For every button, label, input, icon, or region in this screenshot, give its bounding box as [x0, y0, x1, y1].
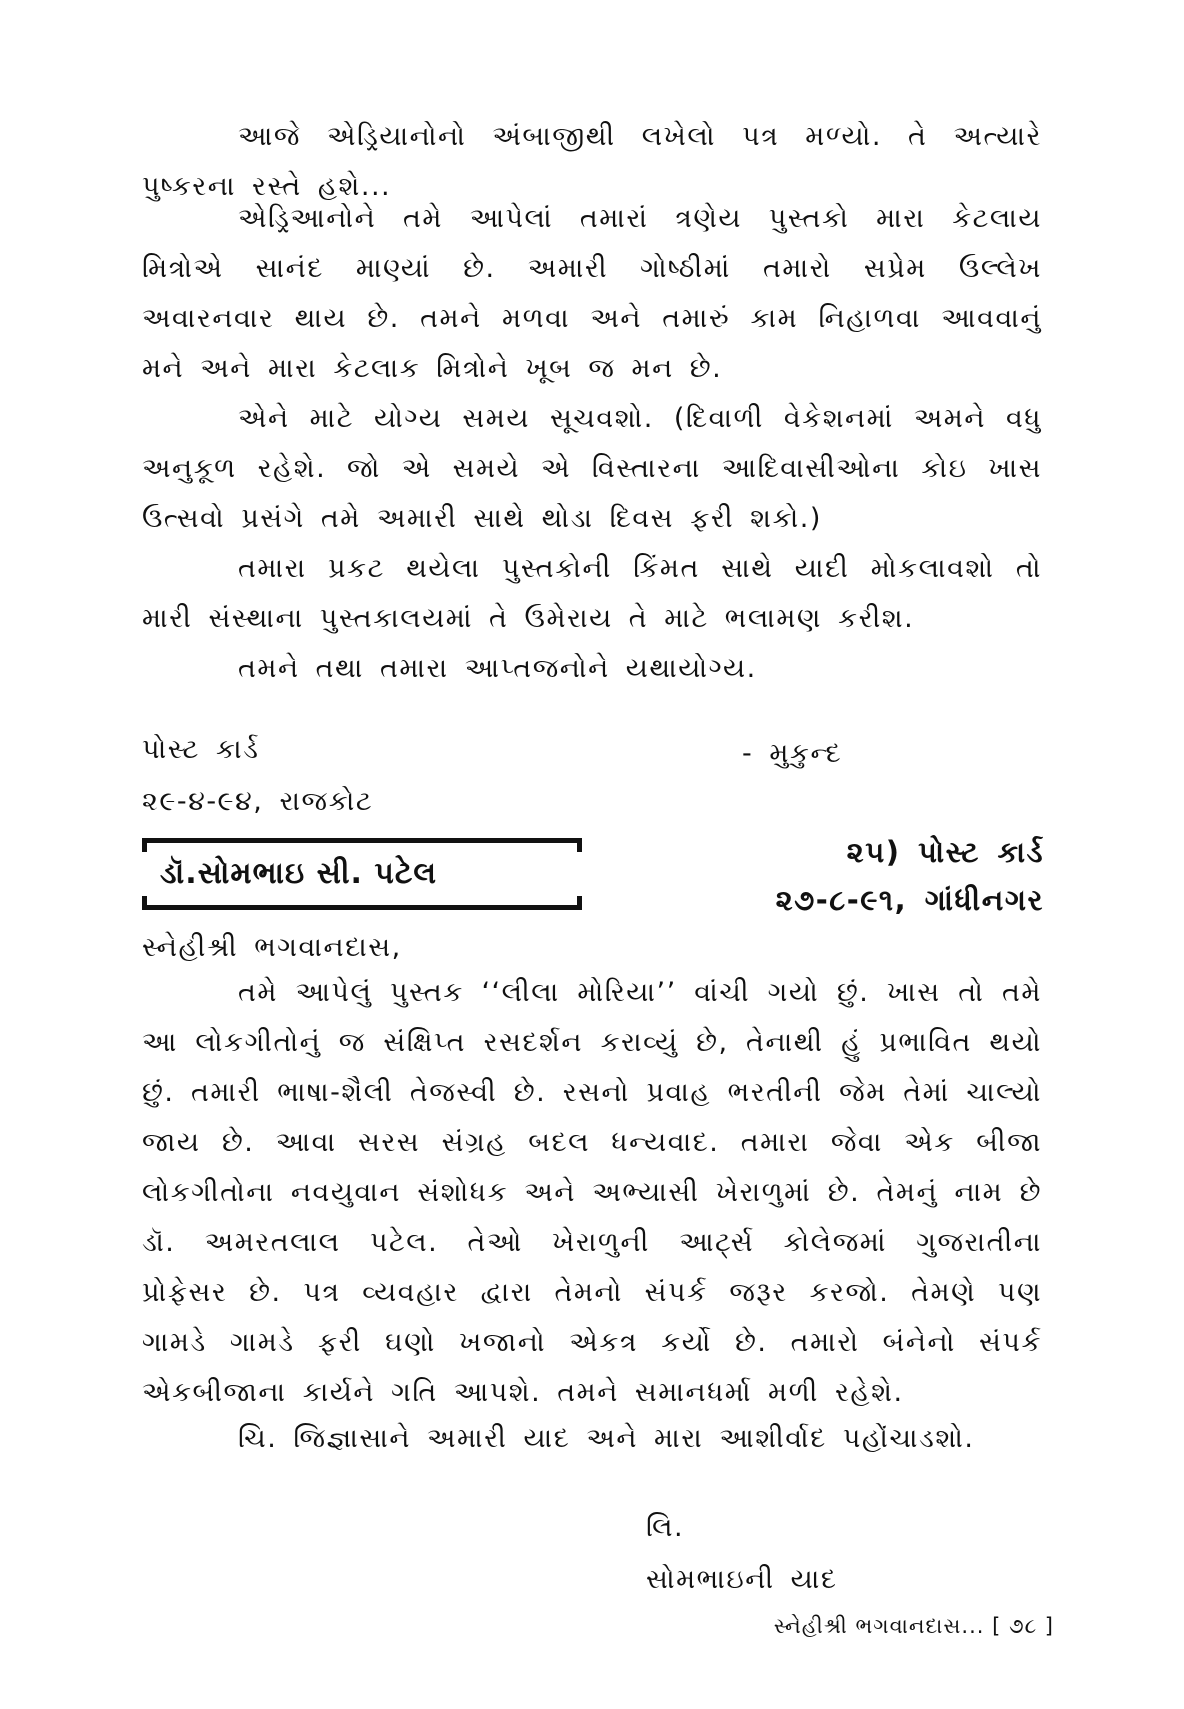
letter1-date-place: ૨૯-૪-૯૪, રાજકોટ: [142, 786, 374, 817]
name-box-bottom-rule: [142, 905, 582, 910]
letter1-paragraph-2: એડ્રિઆનોને તમે આપેલાં તમારાં ત્રણેય પુસ્તકો મારા કેટલાય મિત્રોએ સાનંદ માણ્યાં છે. અમારી ગોષ્ઠીમાં તમારો સપ્રેમ ઉલ્લેખ અવારનવાર થાય છે. તમને મળવા અને તમારું કામ નિહાળવા આવવાનું મને અને મારા કેટલાક મિત્રોને ખૂબ જ મન છે.: [142, 203, 1042, 384]
letter2-paragraph-2: ચિ. જિજ્ઞાસાને અમારી યાદ અને મારા આશીર્વાદ પહોંચાડશો.: [238, 1423, 975, 1454]
letter2-signature: સોમભાઇની યાદ: [646, 1564, 838, 1595]
name-box-tick: [142, 896, 147, 910]
letter1-type: પોસ્ટ કાર્ડ: [142, 734, 260, 765]
page-footer: [774, 1614, 1054, 1639]
letter1-paragraph-4: તમારા પ્રકટ થયેલા પુસ્તકોની કિંમત સાથે યાદી મોકલાવશો તો મારી સંસ્થાના પુસ્તકાલયમાં તે ઉમેરાય તે માટે ભલામણ કરીશ.: [142, 553, 1042, 634]
sender-name: ડૉ.સોમભાઇ સી. પટેલ: [160, 856, 438, 891]
letter1-signature: - મુકુન્દ: [742, 738, 843, 769]
letter2-heading: ૨૫) પોસ્ટ કાર્ડ: [846, 835, 1044, 869]
page-number: [ ૭૮ ]: [992, 1614, 1054, 1638]
letter1-paragraph-1: આજે એડ્રિયાનોનો અંબાજીથી લખેલો પત્ર મળ્યો. તે અત્યારે પુષ્કરના રસ્તે હશે...: [142, 121, 1042, 202]
letter1-paragraph-3: એને માટે યોગ્ય સમય સૂચવશો. (દિવાળી વેકેશનમાં અમને વધુ અનુકૂળ રહેશે. જો એ સમયે એ વિસ્તારના આદિવાસીઓના કોઇ ખાસ ઉત્સવો પ્રસંગે તમે અમારી સાથે થોડા દિવસ ફરી શકો.): [142, 403, 1042, 534]
letter2-paragraph-1: તમે આપેલું પુસ્તક ‘‘લીલા મોરિયા’’ વાંચી ગયો છું. ખાસ તો તમે આ લોકગીતોનું જ સંક્ષિપ્ત રસદર્શન કરાવ્યું છે, તેનાથી હું પ્રભાવિત થયો છું. તમારી ભાષા-શૈલી તેજસ્વી છે. રસનો પ્રવાહ ભરતીની જેમ તેમાં ચાલ્યો જાય છે. આવા સરસ સંગ્રહ બદલ ધન્યવાદ. તમારા જેવા એક બીજા લોકગીતોના નવયુવાન સંશોધક અને અભ્યાસી ખેરાળુમાં છે. તેમનું નામ છે ડૉ. અમરતલાલ પટેલ. તેઓ ખેરાળુની આર્ટ્સ કોલેજમાં ગુજરાતીના પ્રોફેસર છે. પત્ર વ્યવહાર દ્વારા તેમનો સંપર્ક જરૂર કરજો. તેમણે પણ ગામડે ગામડે ફરી ઘણો ખજાનો એકત્ર કર્યો છે. તમારો બંનેનો સંપર્ક એકબીજાના કાર્યને ગતિ આપશે. તમને સમાનધર્મા મળી રહેશે.: [142, 977, 1042, 1408]
sender-name-box: [142, 838, 582, 910]
running-title: સ્નેહીશ્રી ભગવાનદાસ...: [773, 1614, 985, 1638]
letter2-closing: લિ.: [646, 1512, 685, 1543]
name-box-tick: [142, 838, 147, 852]
name-box-tick: [577, 896, 582, 910]
letter2-date-place: ૨૭-૮-૯૧, ગાંધીનગર: [775, 883, 1044, 917]
name-box-top-rule: [142, 838, 582, 843]
letter2-salutation: સ્નેહીશ્રી ભગવાનદાસ,: [142, 932, 402, 963]
letter1-paragraph-5: તમને તથા તમારા આપ્તજનોને યથાયોગ્ય.: [238, 653, 757, 684]
name-box-tick: [577, 838, 582, 852]
